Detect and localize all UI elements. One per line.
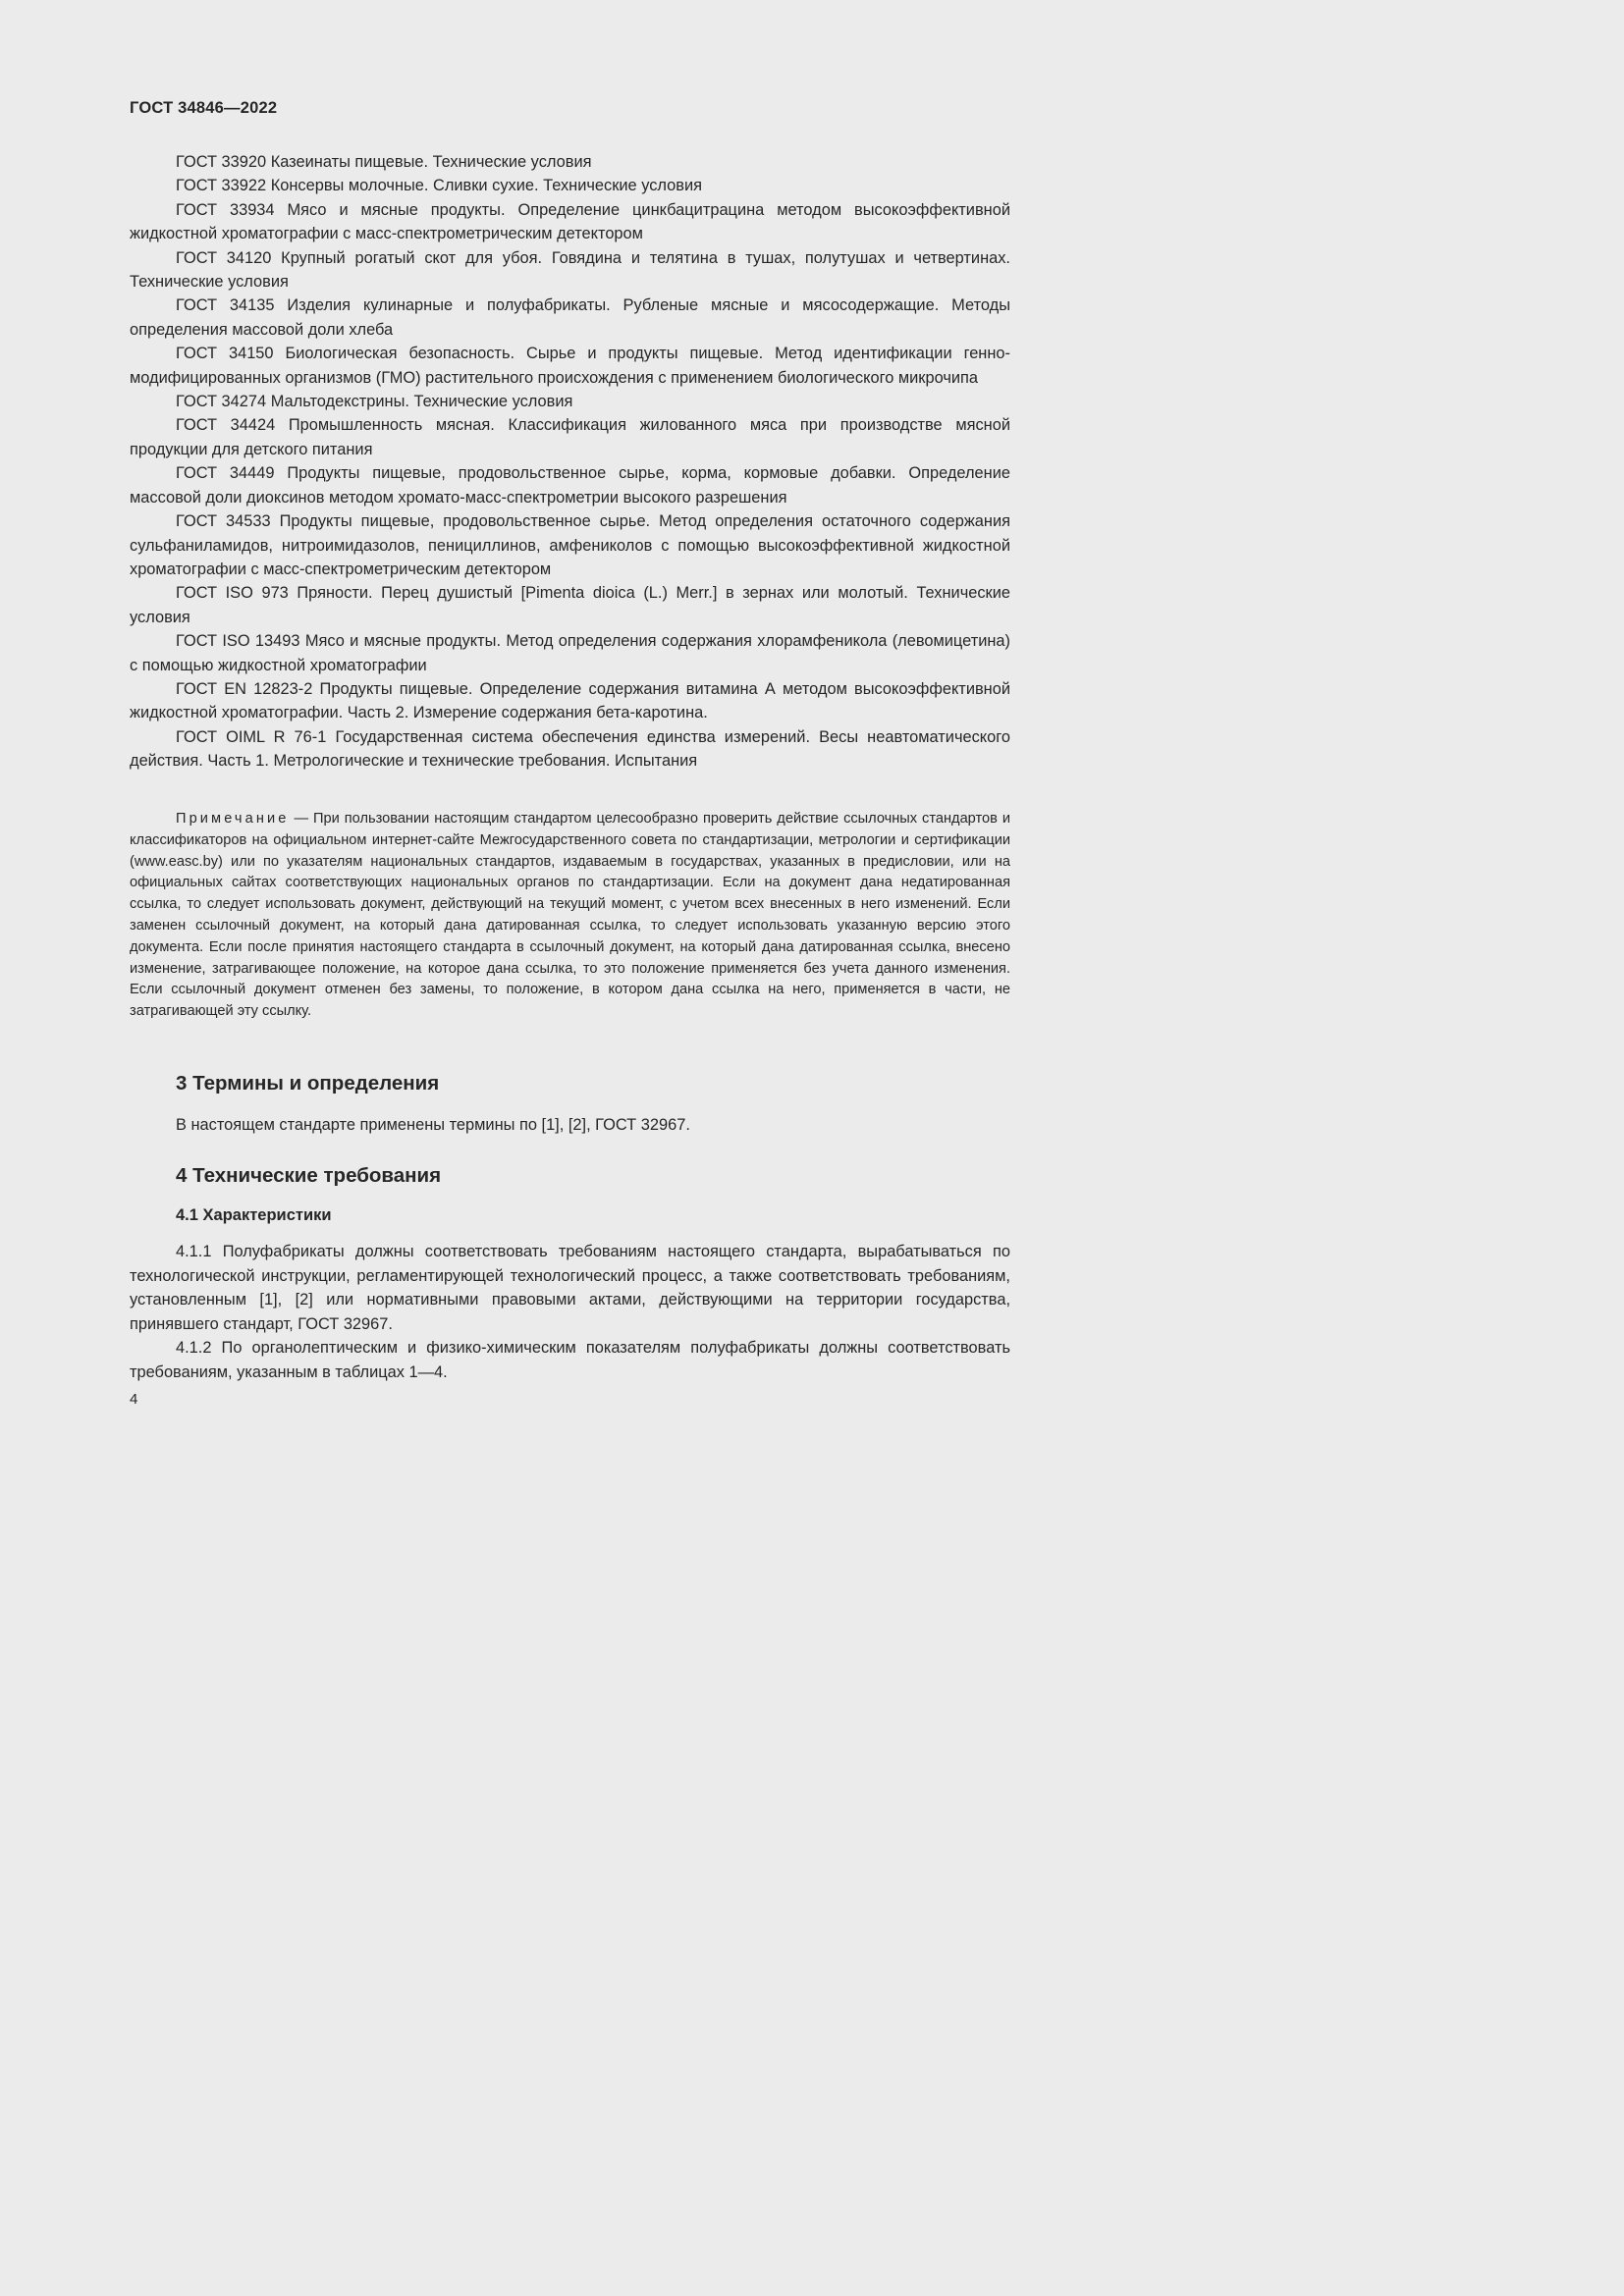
reference-item: ГОСТ 34150 Биологическая безопасность. Сырье и продукты пищевые. Метод идентификации генно-модифицированных организмов (ГМО) растительного происхождения с применением биологического микрочипа [130,345,1010,387]
reference-item: ГОСТ 34533 Продукты пищевые, продовольственное сырье. Метод определения остаточного содержания сульфаниламидов, нитроимидазолов, пенициллинов, амфениколов с помощью высокоэффективной жидкостной хроматографии с масс-спектрометрическим детектором [130,512,1010,578]
reference-item: ГОСТ ISO 973 Пряности. Перец душистый [Pimenta dioica (L.) Merr.] в зернах или молотый. Технические условия [130,584,1010,626]
reference-item: ГОСТ 33920 Казеинаты пищевые. Технические условия [176,153,592,171]
paragraph-4-1-2: 4.1.2 По органолептическим и физико-химическим показателям полуфабрикаты должны соответствовать требованиям, указанным в таблицах 1—4. [130,1339,1010,1381]
reference-item: ГОСТ ISO 13493 Мясо и мясные продукты. Метод определения содержания хлорамфеникола (левомицетина) с помощью жидкостной хроматографии [130,632,1010,674]
reference-item: ГОСТ 34449 Продукты пищевые, продовольственное сырье, корма, кормовые добавки. Определение массовой доли диоксинов методом хромато-масс-спектрометрии высокого разрешения [130,464,1010,507]
note-text: — При пользовании настоящим стандартом целесообразно проверить действие ссылочных стандартов и классификаторов на официальном интернет-сайте Межгосударственного совета по стандартизации, метрологии и сертификации (www.easc.by) или по указателям национальных стандартов, издаваемым в государствах, указанных в предисловии, или на официальных сайтах соответствующих национальных органов по стандартизации. Если на документ дана недатированная ссылка, то следует использовать документ, действующий на текущий момент, с учетом всех внесенных в него изменений. Если заменен ссылочный документ, на который дана датированная ссылка, то следует использовать указанную версию этого документа. Если после принятия настоящего стандарта в ссылочный документ, на который дана датированная ссылка, внесено изменение, затрагивающее положение, на которое дана ссылка, то это положение применяется без учета данного изменения. Если ссылочный документ отменен без замены, то положение, в котором дана ссылка на него, применяется в части, не затрагивающей эту ссылку. [130,811,1010,1020]
paragraph-4-1-1: 4.1.1 Полуфабрикаты должны соответствовать требованиям настоящего стандарта, вырабатываться по технологической инструкции, регламентирующей технологический процесс, а также соответствовать требованиям, установленным [1], [2] или нормативными правовыми актами, действующими на территории государства, принявшего стандарт, ГОСТ 32967. [130,1243,1010,1333]
section-3-text: В настоящем стандарте применены термины по [1], [2], ГОСТ 32967. [176,1116,690,1134]
reference-item: ГОСТ 34120 Крупный рогатый скот для убоя. Говядина и телятина в тушах, полутушах и четвертинах. Технические условия [130,248,1010,292]
reference-item: ГОСТ 33934 Мясо и мясные продукты. Определение цинкбацитрацина методом высокоэффективной жидкостной хроматографии с масс-спектрометрическим детектором [130,200,1010,243]
page-number: 4 [130,1391,138,1408]
section-4-heading: 4 Технические требования [176,1164,442,1187]
reference-item: ГОСТ 34135 Изделия кулинарные и полуфабрикаты. Рубленые мясные и мясосодержащие. Методы определения массовой доли хлеба [130,296,1010,339]
reference-item: ГОСТ EN 12823-2 Продукты пищевые. Определение содержания витамина А методом высокоэффективной жидкостной хроматографии. Часть 2. Измерение содержания бета-каротина. [130,679,1010,722]
subsection-4-1-heading: 4.1 Характеристики [176,1206,332,1224]
normative-references-list [130,150,1010,774]
document-header: ГОСТ 34846—2022 [130,99,278,117]
reference-item: ГОСТ 34424 Промышленность мясная. Классификация жилованного мяса при производстве мясной продукции для детского питания [130,416,1010,458]
note-paragraph [130,809,1010,1023]
section-3-heading: 3 Термины и определения [176,1072,440,1095]
reference-item: ГОСТ 34274 Мальтодекстрины. Технические условия [176,393,573,411]
reference-item: ГОСТ 33922 Консервы молочные. Сливки сухие. Технические условия [176,177,703,195]
reference-item: ГОСТ OIML R 76-1 Государственная система обеспечения единства измерений. Весы неавтоматического действия. Часть 1. Метрологические и технические требования. Испытания [130,727,1010,771]
note-label: Примечание [176,811,290,827]
